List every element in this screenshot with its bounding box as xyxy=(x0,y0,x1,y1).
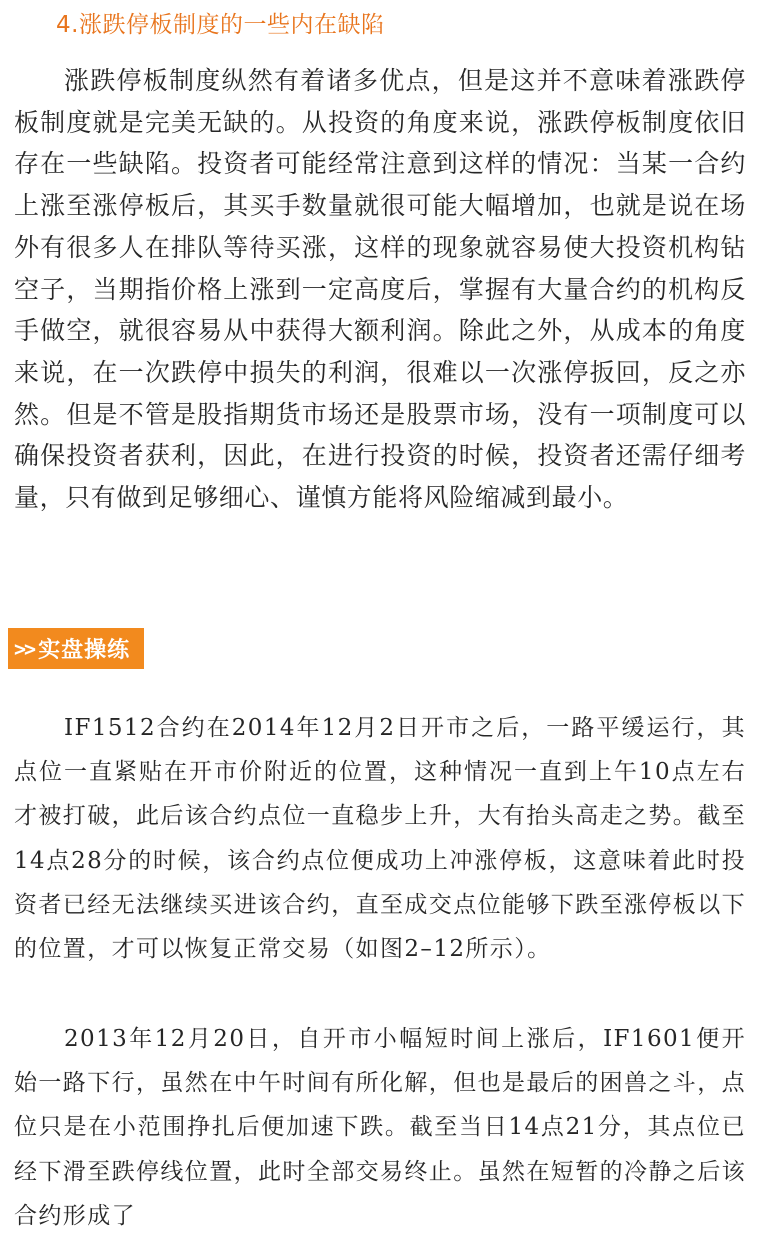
intro-paragraph: 涨跌停板制度纵然有着诸多优点，但是这并不意味着涨跌停板制度就是完美无缺的。从投资的角度来说，涨跌停板制度依旧存在一些缺陷。投资者可能经常注意到这样的情况：当某一合约上涨至涨停板后，其买手数量就很可能大幅增加，也就是说在场外有很多人在排队等待买涨，这样的现象就容易使大投资机构钻空子，当期指价格上涨到一定高度后，掌握有大量合约的机构反手做空，就很容易从中获得大额利润。除此之外，从成本的角度来说，在一次跌停中损失的利润，很难以一次涨停扳回，反之亦然。但是不管是股指期货市场还是股票市场，没有一项制度可以确保投资者获利，因此，在进行投资的时候，投资者还需仔细考量，只有做到足够细心、谨慎方能将风险缩减到最小。 xyxy=(14,66,746,513)
section-heading: 4.涨跌停板制度的一些内在缺陷 xyxy=(56,12,385,38)
practice-banner xyxy=(8,628,144,669)
case-paragraph-if1512: IF1512合约在2014年12月2日开市之后，一路平缓运行，其点位一直紧贴在开市价附近的位置，这种情况一直到上午10点左右才被打破，此后该合约点位一直稳步上升，大有抬头高走之势。截至14点28分的时候，该合约点位便成功上冲涨停板，这意味着此时投资者已经无法继续买进该合约，直至成交点位能够下跌至涨停板以下的位置，才可以恢复正常交易（如图2–12所示）。 xyxy=(14,715,746,963)
case-paragraph-if1601: 2013年12月20日，自开市小幅短时间上涨后，IF1601便开始一路下行，虽然在中午时间有所化解，但也是最后的困兽之斗，点位只是在小范围挣扎后便加速下跌。截至当日14点21分，其点位已经下滑至跌停线位置，此时全部交易终止。虽然在短暂的冷静之后该合约形成了 xyxy=(14,1026,746,1229)
double-chevron-icon: >> xyxy=(14,636,35,661)
practice-banner-label: 实盘操练 xyxy=(38,638,131,663)
